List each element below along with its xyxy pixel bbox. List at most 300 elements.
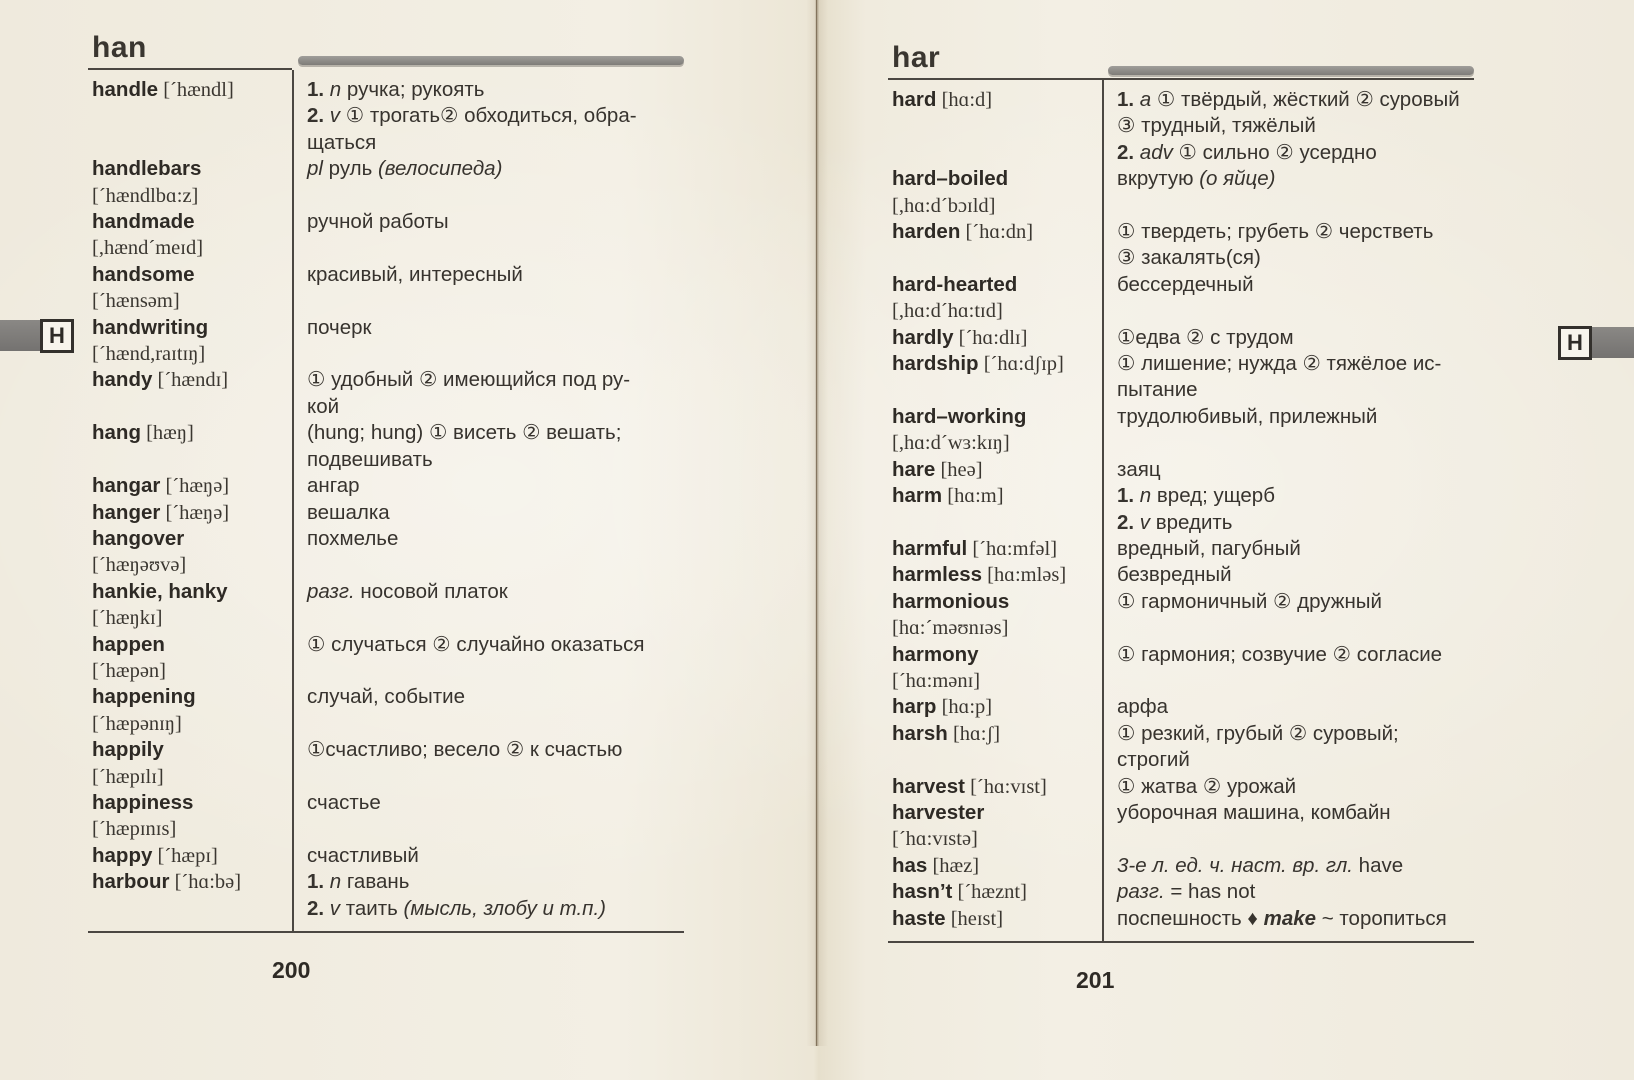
pronunciation: [,hɑ:d´bɔɪld]: [892, 194, 996, 217]
definition-text: похмелье: [307, 526, 399, 550]
headword-line: [92, 156, 292, 182]
definition-text: ① твердеть; грубеть ② черстветь: [1117, 220, 1434, 244]
headword-line: [92, 579, 292, 605]
definition-cell: [1102, 325, 1294, 351]
pronunciation: [heɪst]: [945, 907, 1004, 930]
definition-text: ① трогать② обходиться, обра-: [345, 104, 637, 128]
header-rule: [1108, 66, 1474, 75]
definition-text: 2.: [1117, 140, 1140, 164]
definition-text: уборочная машина, комбайн: [1117, 800, 1391, 824]
pronunciation: [´hæŋə]: [160, 475, 230, 498]
headword-cell: [888, 483, 1102, 509]
pronunciation: [´hæŋkɪ]: [92, 607, 163, 630]
definition-text: make: [1263, 906, 1317, 930]
pronunciation-line: [892, 668, 1102, 694]
headword-line: [892, 562, 1102, 588]
headword: hankie, hanky: [92, 579, 228, 603]
headword-line: [92, 420, 292, 446]
definition-text: n: [1139, 484, 1157, 508]
headword-cell: [88, 77, 292, 103]
definition-text: 2.: [307, 104, 330, 128]
definition-line: [307, 156, 502, 182]
definition-line: [307, 262, 523, 288]
headword-cell: [88, 579, 292, 632]
pronunciation: [hæz]: [927, 854, 980, 877]
dictionary-entry: [88, 77, 684, 156]
definition-text: трудолюбивый, прилежный: [1117, 404, 1378, 428]
definition-text: ① гармоничный ② дружный: [1117, 589, 1382, 613]
definition-text: поспешность ♦: [1117, 906, 1264, 930]
definition-text: ручной работы: [307, 210, 449, 234]
definition-line: [1117, 642, 1442, 668]
dictionary-entry: [88, 209, 684, 262]
definition-cell: [1102, 483, 1275, 536]
definition-cell: [292, 367, 630, 420]
pronunciation: [´hæpɪlɪ]: [92, 765, 164, 788]
headword-line: [92, 473, 292, 499]
definition-cell: [1102, 219, 1433, 272]
dictionary-entry: [888, 589, 1474, 642]
dictionary-entry: [88, 869, 684, 922]
headword-cell: [888, 721, 1102, 747]
definition-cell: [1102, 562, 1232, 588]
dictionary-entry: [888, 457, 1474, 483]
pronunciation: [´hænsəm]: [92, 290, 180, 313]
headword-cell: [88, 473, 292, 499]
pronunciation: [´hɑ:vɪst]: [964, 775, 1047, 798]
definition-cell: [292, 420, 621, 473]
dictionary-entry: [888, 166, 1474, 219]
pronunciation-line: [892, 430, 1102, 456]
entries-table: [88, 70, 684, 933]
headword-cell: [88, 526, 292, 579]
definition-text: 2.: [1117, 510, 1140, 534]
definition-line: [1117, 906, 1447, 932]
headword-line: [892, 351, 1102, 377]
definition-text: ③ трудный, тяжёлый: [1117, 114, 1316, 138]
definition-text: ① лишение; нужда ② тяжёлое ис-: [1117, 352, 1442, 376]
definition-line: [1117, 245, 1433, 271]
dictionary-entry: [888, 325, 1474, 351]
dictionary-entry: [888, 562, 1474, 588]
headword-line: [892, 219, 1102, 245]
pronunciation-line: [92, 764, 292, 790]
dictionary-entry: [888, 404, 1474, 457]
definition-line: [1117, 879, 1255, 905]
definition-cell: [1102, 853, 1403, 879]
definition-line: [307, 579, 508, 605]
definition-text: 3-е л. ед. ч. наст. вр. гл.: [1117, 853, 1359, 877]
definition-text: вредить: [1155, 510, 1233, 534]
definition-cell: [1102, 272, 1254, 298]
definition-line: [307, 790, 381, 816]
definition-text: подвешивать: [307, 447, 433, 471]
definition-text: счастье: [307, 790, 381, 814]
pronunciation-line: [92, 183, 292, 209]
pronunciation-line: [92, 341, 292, 367]
headword-line: [92, 315, 292, 341]
definition-text: have: [1358, 853, 1404, 877]
definition-cell: [1102, 457, 1161, 483]
pronunciation: [heə]: [935, 458, 983, 481]
pronunciation: [hɑ:ʃ]: [947, 722, 1001, 745]
definition-line: [1117, 589, 1382, 615]
headword-line: [892, 483, 1102, 509]
pronunciation-line: [92, 288, 292, 314]
definition-cell: [292, 869, 606, 922]
headword: harbour: [92, 870, 170, 894]
pronunciation: [´hɑ:mfəl]: [967, 537, 1058, 560]
headword-cell: [88, 790, 292, 843]
pronunciation: [,hænd´meɪd]: [92, 237, 204, 260]
headword-cell: [888, 457, 1102, 483]
pronunciation: [,hɑ:d´wɜ:kɪŋ]: [892, 432, 1010, 455]
definition-line: [1117, 113, 1460, 139]
definition-text: pl: [307, 157, 329, 181]
definition-cell: [1102, 351, 1441, 404]
headword-line: [92, 526, 292, 552]
thumb-index-tab-right: [1558, 327, 1634, 358]
definition-line: [1117, 140, 1460, 166]
definition-text: пытание: [1117, 378, 1198, 402]
headword-cell: [888, 774, 1102, 800]
dictionary-entry: [888, 642, 1474, 695]
dictionary-entry: [88, 684, 684, 737]
headword: happiness: [92, 790, 194, 814]
dictionary-entry: [88, 367, 684, 420]
headword-line: [892, 457, 1102, 483]
definition-line: [1117, 351, 1441, 377]
definition-cell: [1102, 642, 1442, 668]
pronunciation: [´hæpɪnɪs]: [92, 818, 177, 841]
definition-cell: [292, 790, 381, 816]
headword: hardly: [892, 325, 954, 349]
headword: happening: [92, 685, 196, 709]
definition-text: n: [329, 78, 347, 101]
definition-text: a: [1139, 88, 1157, 111]
pronunciation: [hɑ:mləs]: [982, 564, 1067, 587]
header-rule: [298, 56, 684, 65]
pronunciation-line: [92, 816, 292, 842]
definition-line: [1117, 774, 1296, 800]
definition-text: (о яйце): [1199, 167, 1276, 191]
headword: harmonious: [892, 589, 1010, 613]
headword-cell: [88, 262, 292, 315]
headword-line: [92, 77, 292, 103]
headword: hard–working: [892, 404, 1027, 428]
definition-line: [1117, 219, 1433, 245]
pronunciation: [hɑ:d]: [936, 89, 993, 111]
definition-text: таить: [345, 896, 404, 920]
definition-text: (велосипеда): [377, 157, 503, 181]
headword-line: [92, 367, 292, 393]
pronunciation: [´hæpɪ]: [152, 844, 218, 867]
pronunciation: [hɑ:p]: [936, 696, 993, 719]
dictionary-entry: [88, 843, 684, 869]
definition-line: [1117, 325, 1294, 351]
definition-text: щаться: [307, 130, 377, 154]
definition-line: [307, 394, 630, 420]
definition-line: [1117, 457, 1161, 483]
definition-cell: [1102, 166, 1275, 192]
definition-cell: [1102, 536, 1301, 562]
headword-line: [92, 500, 292, 526]
definition-text: случай, событие: [307, 685, 465, 709]
headword-cell: [888, 562, 1102, 588]
headword-line: [92, 209, 292, 235]
definition-line: [307, 77, 637, 103]
headword-cell: [888, 87, 1102, 113]
pronunciation: [´hɑ:bə]: [169, 871, 242, 894]
pronunciation-line: [892, 826, 1102, 852]
definition-line: [1117, 404, 1377, 430]
pronunciation: [´hæznt]: [952, 881, 1027, 904]
headword-line: [92, 262, 292, 288]
headword: handlebars: [92, 157, 202, 181]
headword: handle: [92, 78, 159, 101]
definition-line: [1117, 562, 1232, 588]
headword-line: [892, 404, 1102, 430]
headword: hard–boiled: [892, 167, 1009, 191]
definition-cell: [292, 473, 360, 499]
pronunciation: [´hɑ:dʃɪp]: [978, 353, 1064, 376]
definition-cell: [1102, 87, 1460, 166]
definition-line: [1117, 800, 1391, 826]
definition-text: 1.: [1117, 88, 1140, 111]
definition-cell: [1102, 721, 1399, 774]
dictionary-entry: [888, 721, 1474, 774]
definition-cell: [292, 579, 508, 605]
headword: hanger: [92, 500, 161, 524]
definition-text: ① твёрдый, жёсткий ② суровый: [1156, 88, 1460, 111]
definition-line: [1117, 377, 1441, 403]
headword-line: [892, 721, 1102, 747]
definition-line: [307, 447, 621, 473]
headword-line: [892, 325, 1102, 351]
headword: harmless: [892, 563, 983, 587]
definition-cell: [292, 500, 390, 526]
headword-cell: [888, 800, 1102, 853]
definition-text: 1.: [307, 78, 330, 101]
definition-text: ③ закалять(ся): [1117, 246, 1261, 270]
headword: harm: [892, 484, 943, 508]
definition-text: безвредный: [1117, 563, 1232, 587]
definition-line: [307, 367, 630, 393]
column-divider: [292, 70, 294, 931]
headword: hasn’t: [892, 880, 953, 904]
definition-line: [307, 315, 372, 341]
definition-cell: [292, 843, 419, 869]
definition-line: [307, 209, 449, 235]
definition-cell: [1102, 800, 1391, 826]
definition-cell: [292, 315, 372, 341]
definition-cell: [292, 526, 398, 552]
definition-text: adv: [1139, 140, 1179, 164]
guide-word: har: [888, 41, 1102, 80]
definition-text: ① резкий, грубый ② суровый;: [1117, 721, 1399, 745]
pronunciation: [´hændlbɑ:z]: [92, 184, 199, 207]
definition-text: ①едва ② с трудом: [1117, 325, 1294, 349]
definition-cell: [292, 209, 449, 235]
headword-line: [92, 790, 292, 816]
definition-line: [307, 896, 606, 922]
page-right-header: [888, 40, 1474, 80]
definition-text: n: [329, 870, 347, 894]
definition-cell: [292, 684, 465, 710]
pronunciation: [hɑ:´məʊnɪəs]: [892, 617, 1009, 640]
headword-cell: [88, 684, 292, 737]
headword-line: [892, 272, 1102, 298]
definition-text: руль: [328, 157, 378, 181]
dictionary-entry: [888, 853, 1474, 879]
headword-line: [92, 737, 292, 763]
pronunciation-line: [892, 298, 1102, 324]
dictionary-entry: [88, 500, 684, 526]
definition-text: ① сильно ② усердно: [1178, 140, 1377, 164]
definition-line: [1117, 483, 1275, 509]
pronunciation-line: [892, 615, 1102, 641]
headword-cell: [888, 219, 1102, 245]
definition-text: ① случаться ② случайно оказаться: [307, 632, 645, 656]
definition-text: ручка; рукоять: [346, 78, 485, 101]
dictionary-entry: [88, 156, 684, 209]
definition-cell: [292, 262, 523, 288]
headword-cell: [888, 536, 1102, 562]
definition-text: 1.: [1117, 484, 1140, 508]
definition-line: [307, 103, 637, 129]
thumb-index-tab-left: [0, 320, 74, 351]
headword-line: [892, 879, 1102, 905]
headword-line: [892, 642, 1102, 668]
definition-cell: [292, 737, 622, 763]
dictionary-entry: [888, 219, 1474, 272]
headword: has: [892, 853, 928, 877]
definition-line: [1117, 272, 1254, 298]
definition-text: = has not: [1170, 880, 1256, 904]
definition-text: (мысль, злобу и т.п.): [403, 896, 606, 920]
definition-cell: [292, 156, 502, 182]
definition-text: разг.: [307, 579, 361, 603]
definition-line: [307, 473, 360, 499]
definition-text: красивый, интересный: [307, 262, 523, 286]
definition-text: счастливый: [307, 843, 419, 867]
headword-cell: [888, 642, 1102, 695]
dictionary-entry: [888, 483, 1474, 536]
headword: hare: [892, 457, 936, 481]
definition-text: вешалка: [307, 500, 390, 524]
definition-line: [1117, 166, 1275, 192]
definition-line: [1117, 536, 1301, 562]
dictionary-entry: [88, 420, 684, 473]
definition-text: (hung; hung) ① висеть ② вешать;: [307, 421, 622, 445]
headword: happen: [92, 632, 165, 656]
headword: handsome: [92, 262, 195, 286]
pronunciation-line: [892, 193, 1102, 219]
headword: hangar: [92, 474, 161, 498]
pronunciation: [´hæpənɪŋ]: [92, 712, 182, 735]
headword-cell: [888, 404, 1102, 457]
definition-cell: [1102, 694, 1168, 720]
definition-text: носовой платок: [360, 579, 508, 603]
page-number: 201: [1076, 967, 1115, 993]
dictionary-entry: [88, 790, 684, 843]
pronunciation-line: [92, 605, 292, 631]
dictionary-entry: [88, 737, 684, 790]
dictionary-entry: [888, 272, 1474, 325]
pronunciation: [´hɑ:mənɪ]: [892, 669, 981, 692]
headword-cell: [88, 367, 292, 393]
definition-text: вред; ущерб: [1156, 484, 1275, 508]
definition-line: [307, 420, 621, 446]
headword-cell: [888, 853, 1102, 879]
headword-line: [892, 166, 1102, 192]
headword-line: [92, 684, 292, 710]
definition-text: ① удобный ② имеющийся под ру-: [307, 368, 631, 392]
headword-cell: [888, 879, 1102, 905]
headword-line: [892, 853, 1102, 879]
definition-line: [1117, 694, 1168, 720]
definition-cell: [292, 632, 645, 658]
column-divider: [1102, 80, 1104, 941]
headword-cell: [88, 156, 292, 209]
dictionary-entry: [888, 906, 1474, 932]
pronunciation-line: [92, 552, 292, 578]
definition-line: [307, 737, 622, 763]
definition-line: [307, 500, 390, 526]
definition-text: бессердечный: [1117, 272, 1254, 296]
definition-text: кой: [307, 394, 340, 418]
headword-line: [892, 774, 1102, 800]
definition-cell: [1102, 774, 1296, 800]
dictionary-entry: [888, 879, 1474, 905]
definition-text: заяц: [1117, 457, 1161, 481]
dictionary-entry: [888, 536, 1474, 562]
headword: hang: [92, 421, 141, 445]
pronunciation: [´hɑ:dn]: [960, 221, 1034, 244]
headword: harvest: [892, 774, 965, 798]
headword-cell: [888, 589, 1102, 642]
guide-word: han: [88, 31, 292, 70]
definition-text: разг.: [1117, 880, 1171, 904]
dictionary-entry: [888, 774, 1474, 800]
pronunciation-line: [92, 235, 292, 261]
definition-text: v: [329, 896, 346, 920]
definition-line: [1117, 747, 1399, 773]
dictionary-entry: [888, 351, 1474, 404]
pronunciation: [hæŋ]: [140, 422, 194, 445]
headword: haste: [892, 906, 946, 930]
headword-line: [892, 800, 1102, 826]
pronunciation: [´hæŋəʊvə]: [92, 554, 187, 577]
headword-cell: [88, 869, 292, 895]
pronunciation: [´hæŋə]: [160, 501, 230, 524]
dictionary-entry: [888, 87, 1474, 166]
definition-text: v: [1139, 510, 1156, 534]
headword-cell: [88, 737, 292, 790]
headword-cell: [888, 325, 1102, 351]
pronunciation: [´hændɪ]: [152, 369, 229, 392]
dictionary-entry: [88, 315, 684, 368]
pronunciation-line: [92, 658, 292, 684]
pronunciation-line: [92, 711, 292, 737]
headword-cell: [888, 272, 1102, 325]
headword: handmade: [92, 210, 195, 234]
headword: hard-hearted: [892, 272, 1018, 296]
headword: hangover: [92, 526, 185, 550]
definition-line: [1117, 853, 1403, 879]
headword-cell: [888, 906, 1102, 932]
headword-line: [892, 906, 1102, 932]
